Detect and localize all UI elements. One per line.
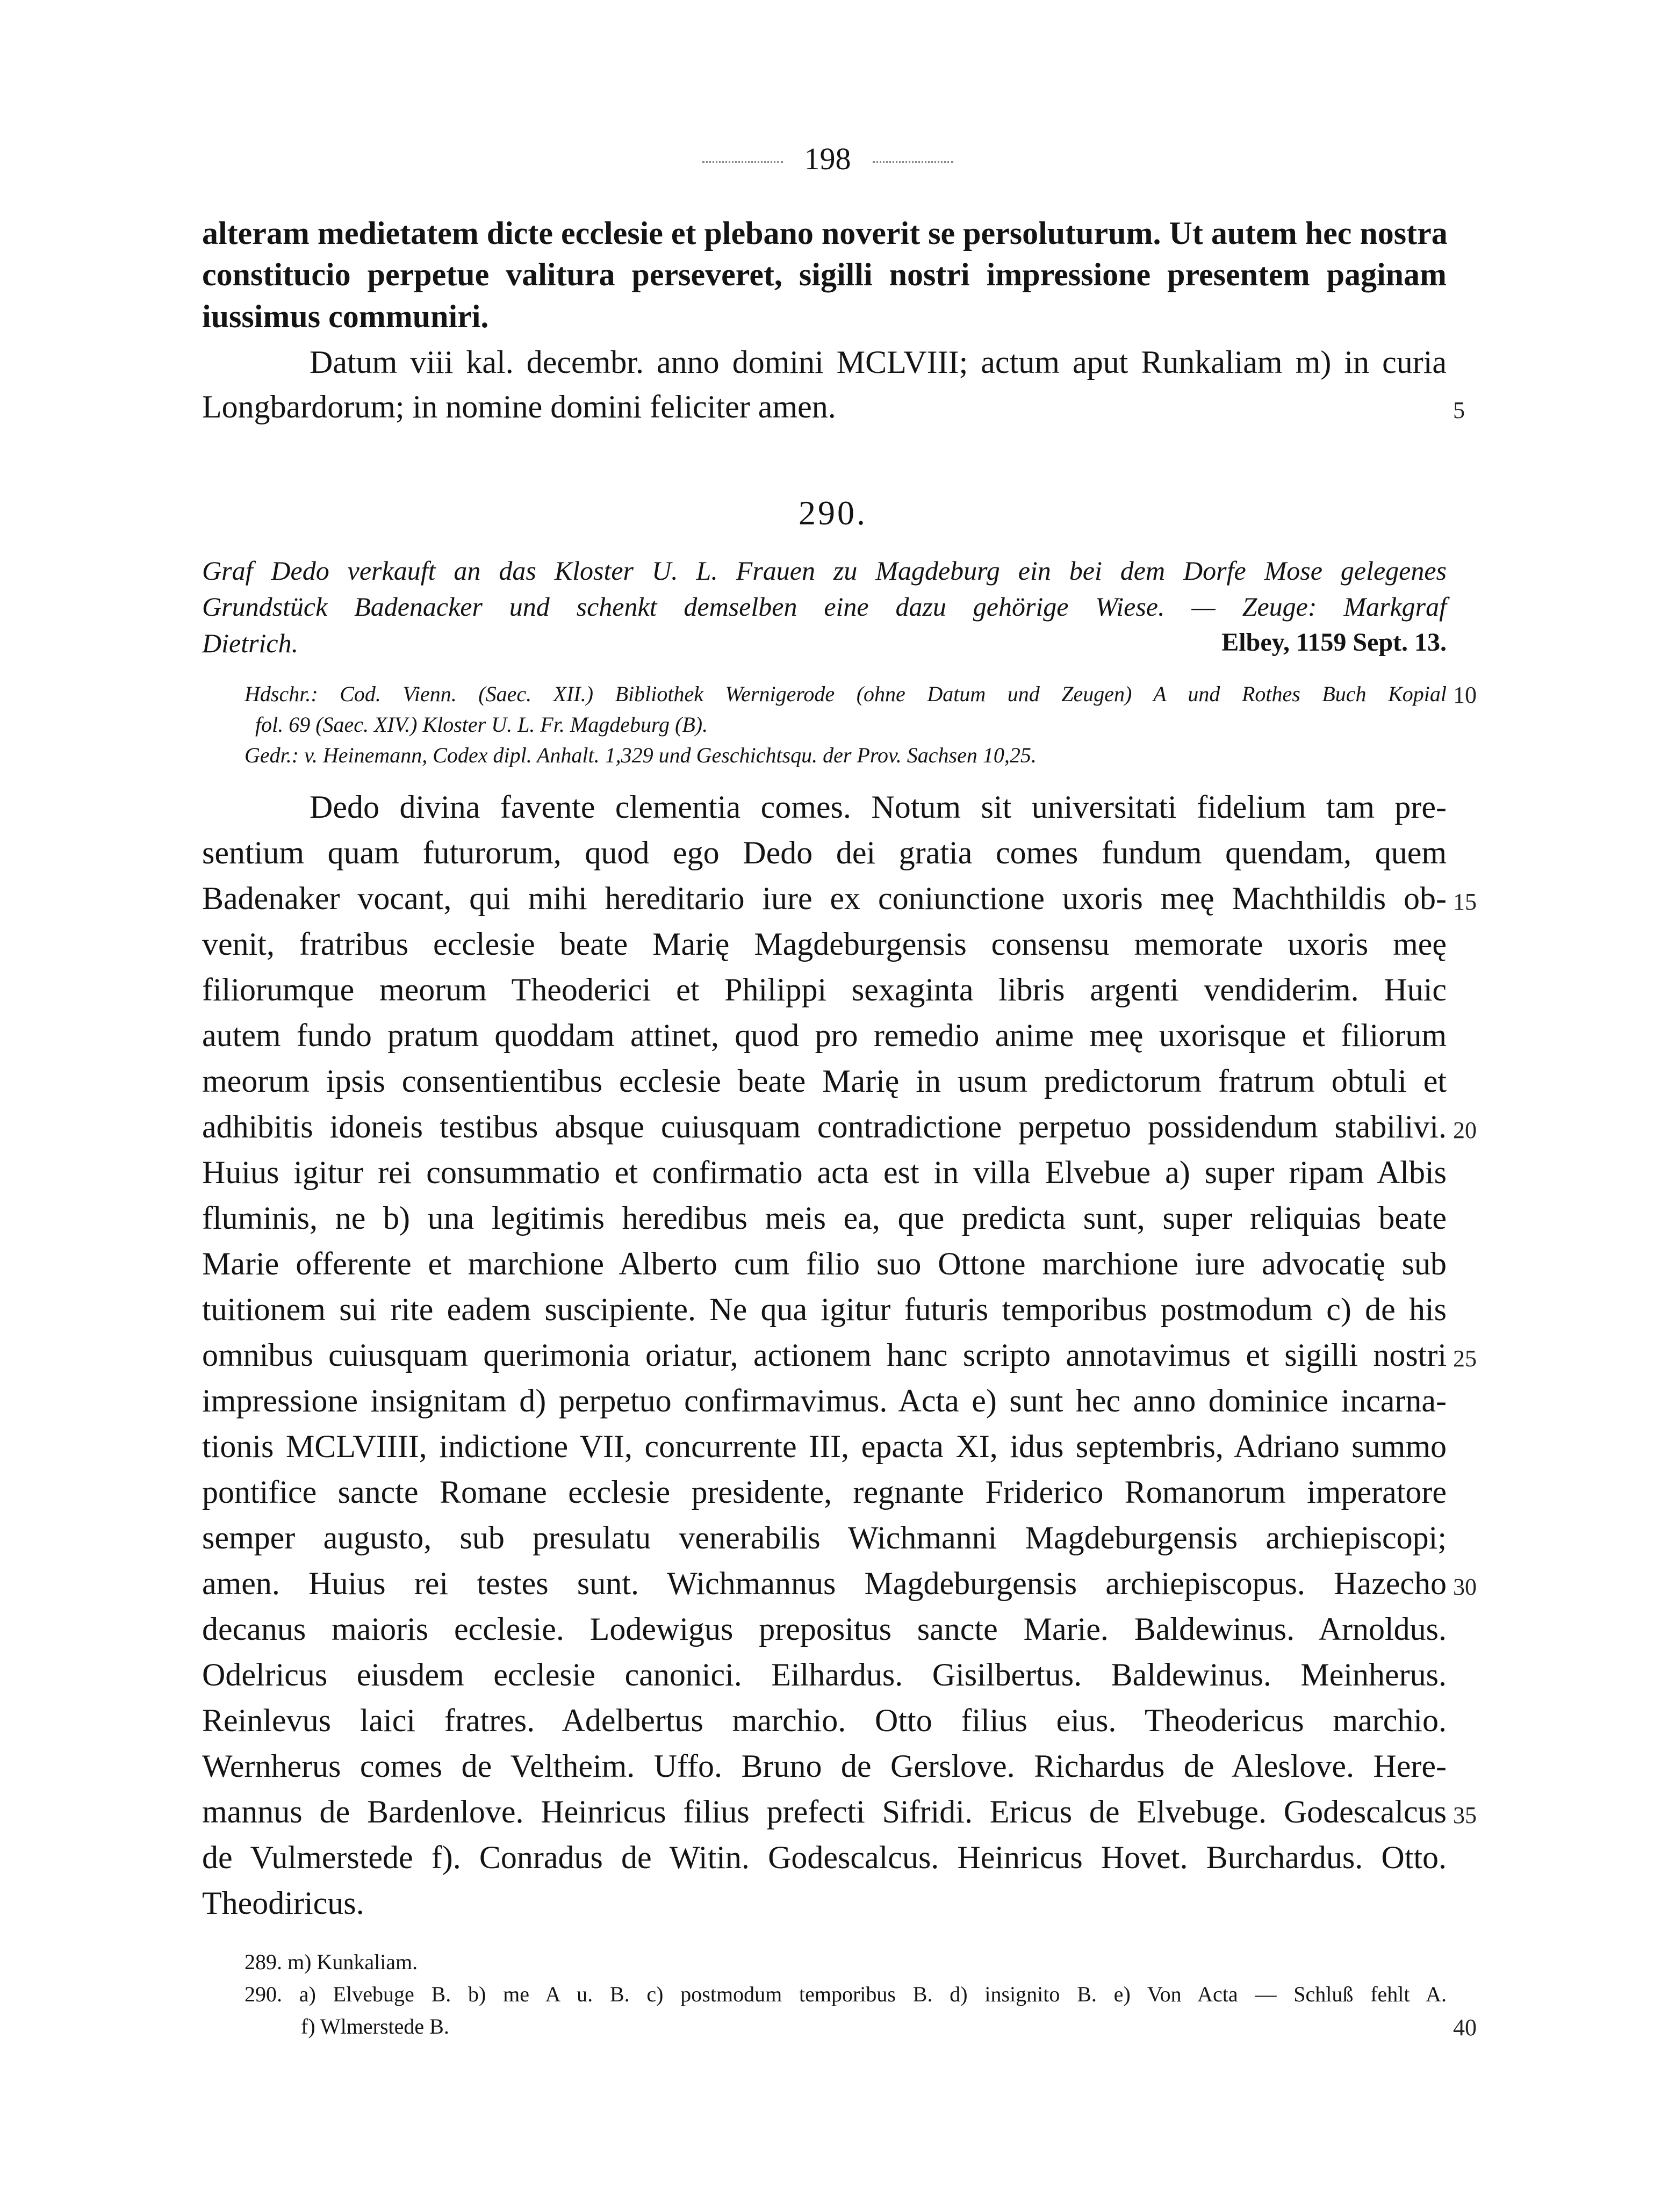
text-line: Wernherus comes de Veltheim. Uffo. Bruno de Gerslove. Richardus de Aleslove. Here- (202, 1748, 1447, 1784)
text-line: Odelricus eiusdem ecclesie canonici. Eilhardus. Gisilbertus. Baldewinus. Meinherus. (202, 1657, 1447, 1692)
text-line: Badenaker vocant, qui mihi hereditario iure ex coniunctione uxoris meę Machthildis ob- (202, 881, 1447, 916)
manuscript-line: fol. 69 (Saec. XIV.) Kloster U. L. Fr. Magdeburg (B). (255, 712, 708, 737)
text-line: impressione insignitam d) perpetuo confirmavimus. Acta e) sunt hec anno dominice incarna- (202, 1383, 1447, 1418)
text-line: filiorumque meorum Theoderici et Philippi sexaginta libris argenti vendiderim. Huic (202, 972, 1447, 1007)
regest-line: Graf Dedo verkauft an das Kloster U. L. Frauen zu Magdeburg ein bei dem Dorfe Mose gelegenes (202, 556, 1447, 586)
text-line: Marie offerente et marchione Alberto cum filio suo Ottone marchione iure advocatię sub (202, 1246, 1447, 1281)
text-line: autem fundo pratum quoddam attinet, quod pro remedio anime meę uxorisque et filiorum (202, 1018, 1447, 1053)
text-line: omnibus cuiusquam querimonia oriatur, actionem hanc scripto annotavimus et sigilli nostri (202, 1337, 1447, 1373)
text-line: Theodiricus. (202, 1885, 364, 1921)
footnote: f) Wlmerstede B. (301, 2014, 449, 2038)
previous-doc-line: iussimus communiri. (202, 299, 489, 334)
regest-line: Dietrich. (202, 628, 299, 658)
manuscript-line: Gedr.: v. Heinemann, Codex dipl. Anhalt. 1,329 und Geschichtsqu. der Prov. Sachsen 10,25. (245, 743, 1037, 767)
place-date: Elbey, 1159 Sept. 13. (1221, 628, 1447, 657)
page-header (623, 141, 1032, 177)
text-line: fluminis, ne b) una legitimis heredibus meis ea, que predicta sunt, super reliquias beate (202, 1200, 1447, 1236)
header-rule-right (873, 161, 953, 163)
text-line: tionis MCLVIIII, indictione VII, concurrente III, epacta XI, idus septembris, Adriano summo (202, 1429, 1447, 1464)
text-line: Huius igitur rei consummatio et confirmatio acta est in villa Elvebue a) super ripam Albis (202, 1155, 1447, 1190)
previous-doc-line: constitucio perpetue valitura perseveret, sigilli nostri impressione presentem paginam (202, 257, 1447, 292)
line-number: 30 (1453, 1574, 1477, 1600)
line-number: 40 (1453, 2014, 1477, 2041)
text-line: tuitionem sui rite eadem suscipiente. Ne qua igitur futuris temporibus postmodum c) de his (202, 1292, 1447, 1327)
footnote: 289. m) Kunkaliam. (245, 1950, 418, 1974)
manuscript-line: Hdschr.: Cod. Vienn. (Saec. XII.) Bibliothek Wernigerode (ohne Datum und Zeugen) A und Rothes Buch Kopial (245, 682, 1447, 706)
text-line: Dedo divina favente clementia comes. Notum sit universitati fidelium tam pre- (310, 789, 1447, 825)
text-line: Reinlevus laici fratres. Adelbertus marchio. Otto filius eius. Theodericus marchio. (202, 1703, 1447, 1738)
text-line: pontifice sancte Romane ecclesie presidente, regnante Friderico Romanorum imperatore (202, 1474, 1447, 1510)
text-line: amen. Huius rei testes sunt. Wichmannus Magdeburgensis archiepiscopus. Hazecho (202, 1566, 1447, 1601)
previous-doc-line: Longbardorum; in nomine domini feliciter amen. (202, 389, 836, 424)
line-number: 5 (1453, 397, 1465, 423)
text-line: decanus maioris ecclesie. Lodewigus prepositus sancte Marie. Baldewinus. Arnoldus. (202, 1611, 1447, 1647)
line-number: 10 (1453, 682, 1477, 708)
previous-doc-line: alteram medietatem dicte ecclesie et plebano noverit se persoluturum. Ut autem hec nostra (202, 215, 1448, 251)
page-number: 198 (804, 141, 851, 176)
regest-line: Grundstück Badenacker und schenkt demselben eine dazu gehörige Wiese. — Zeuge: Markgraf (202, 592, 1447, 622)
text-line: adhibitis idoneis testibus absque cuiusquam contradictione perpetuo possidendum stabilivi. (202, 1109, 1447, 1144)
text-line: sentium quam futurorum, quod ego Dedo dei gratia comes fundum quendam, quem (202, 835, 1447, 870)
header-rule-left (702, 161, 783, 163)
previous-doc-line: Datum viii kal. decembr. anno domini MCLVIII; actum aput Runkaliam m) in curia (310, 344, 1447, 380)
line-number: 20 (1453, 1117, 1477, 1143)
document-number: 290. (799, 494, 867, 532)
text-line: venit, fratribus ecclesie beate Marię Magdeburgensis consensu memorate uxoris meę (202, 926, 1447, 962)
text-line: mannus de Bardenlove. Heinricus filius prefecti Sifridi. Ericus de Elvebuge. Godescalcus (202, 1794, 1447, 1829)
text-line: meorum ipsis consentientibus ecclesie beate Marię in usum predictorum fratrum obtuli et (202, 1063, 1447, 1099)
line-number: 25 (1453, 1345, 1477, 1372)
text-line: semper augusto, sub presulatu venerabilis Wichmanni Magdeburgensis archiepiscopi; (202, 1520, 1447, 1555)
text-line: de Vulmerstede f). Conradus de Witin. Godescalcus. Heinricus Hovet. Burchardus. Otto. (202, 1840, 1447, 1875)
line-number: 35 (1453, 1802, 1477, 1828)
line-number: 15 (1453, 889, 1477, 915)
footnote: 290. a) Elvebuge B. b) me A u. B. c) postmodum temporibus B. d) insignito B. e) Von Acta — Schluß fehlt A. (245, 1982, 1447, 2006)
